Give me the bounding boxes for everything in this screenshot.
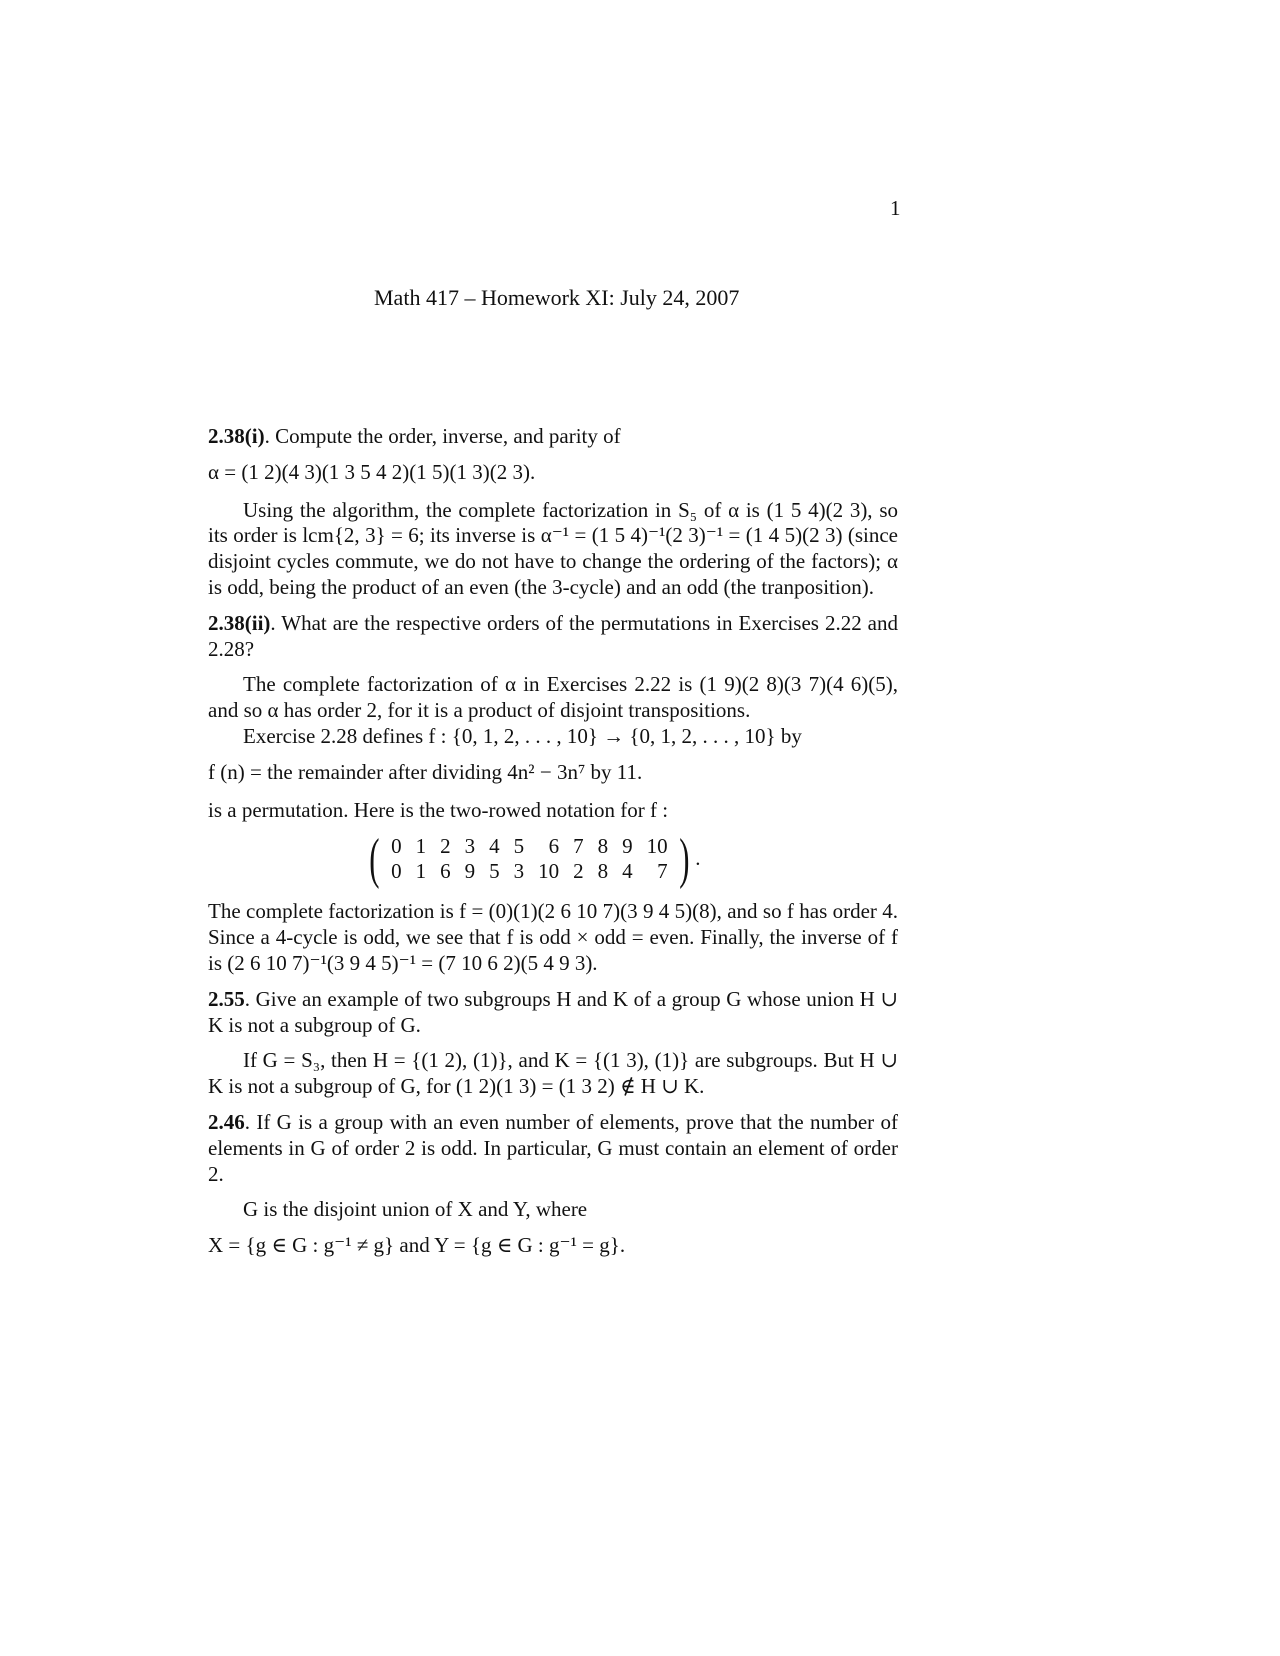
document-body — [208, 424, 898, 1271]
answer-2-38-ii-paragraph-1: The complete factorization of α in Exercises 2.22 is (1 9)(2 8)(3 7)(4 6)(5), and so α has order 2, for it is a product of disjoint transpositions. — [208, 672, 898, 723]
permutation-matrix — [384, 834, 675, 884]
answer-2-38-ii-paragraph-3: is a permutation. Here is the two-rowed notation for f : — [208, 797, 669, 822]
answer-2-46: G is the disjoint union of X and Y, where — [243, 1197, 588, 1222]
problem-question: . Give an example of two subgroups H and K of a group G whose union H ∪ K is not a subgroup of G. — [208, 986, 898, 1037]
document-title: Math 417 – Homework XI: July 24, 2007 — [374, 285, 740, 310]
problem-number: 2.46 — [208, 1109, 245, 1134]
answer-2-38-ii-paragraph-2: Exercise 2.28 defines f : {0, 1, 2, . . . , 10} → {0, 1, 2, . . . , 10} by — [243, 723, 802, 748]
problem-2-38-i — [208, 424, 898, 450]
matrix-period: . — [695, 846, 701, 871]
matrix-cell: 8 — [597, 859, 609, 884]
matrix-cell: 0 — [391, 859, 402, 884]
left-paren: ( — [369, 828, 380, 891]
matrix-cell: 1 — [415, 834, 427, 859]
problem-part: (i) — [244, 424, 265, 448]
matrix-cell: 1 — [415, 859, 427, 884]
matrix-cell: 10 — [538, 859, 560, 884]
matrix-cell: 8 — [597, 834, 609, 859]
matrix-cell: 7 — [573, 834, 584, 859]
problem-number: 2.38 — [208, 424, 245, 448]
two-row-notation — [208, 828, 898, 891]
problem-2-38-ii — [208, 611, 898, 663]
display-equation-xy: X = {g ∈ G : g⁻¹ ≠ g} and Y = {g ∈ G : g⁻¹ = g}. — [208, 1233, 626, 1258]
matrix-cell: 9 — [464, 859, 476, 884]
matrix-cell: 5 — [489, 859, 500, 884]
display-equation-f: f (n) = the remainder after dividing 4n² − 3n⁷ by 11. — [208, 759, 643, 784]
matrix-cell: 10 — [646, 834, 668, 859]
matrix-cell: 7 — [657, 859, 668, 884]
matrix-cell: 4 — [489, 834, 500, 859]
matrix-cell: 3 — [513, 859, 525, 884]
matrix-cell: 4 — [622, 859, 633, 884]
problem-2-46 — [208, 1110, 898, 1187]
matrix-bottom-row — [384, 859, 675, 884]
matrix-cell: 2 — [440, 834, 451, 859]
problem-question: . Compute the order, inverse, and parity of — [264, 424, 621, 448]
matrix-cell: 6 — [548, 834, 560, 859]
answer-2-38-i: Using the algorithm, the complete factorization in S₅ of α is (1 5 4)(2 3), so its order is lcm{2, 3} = 6; its inverse is α⁻¹ = (1 5 4)⁻¹(2 3)⁻¹ = (1 4 5)(2 3) (since disjoint cycles commute, we do not have to change the ordering of the factors); α is odd, being the product of an even (the 3-cycle) and an odd (the tranposition). — [208, 497, 898, 599]
matrix-cell: 0 — [391, 834, 402, 859]
problem-question: . What are the respective orders of the permutations in Exercises 2.22 and 2.28? — [208, 610, 898, 661]
problem-number: 2.55 — [208, 986, 245, 1011]
problem-2-55 — [208, 987, 898, 1039]
answer-2-38-ii-paragraph-4: The complete factorization is f = (0)(1)(2 6 10 7)(3 9 4 5)(8), and so f has order 4. Since a 4-cycle is odd, we see that f is odd × odd = even. Finally, the inverse of f is (2 6 10 7)⁻¹(3 9 4 5)⁻¹ = (7 10 6 2)(5 4 9 3). — [208, 899, 898, 975]
problem-question: . If G is a group with an even number of elements, prove that the number of elements in G of order 2 is odd. In particular, G must contain an element of order 2. — [208, 1109, 898, 1186]
matrix-cell: 9 — [622, 834, 633, 859]
display-equation-alpha: α = (1 2)(4 3)(1 3 5 4 2)(1 5)(1 3)(2 3). — [208, 459, 536, 484]
matrix-top-row — [384, 834, 675, 859]
problem-number: 2.38 — [208, 610, 245, 635]
problem-part: (ii) — [244, 610, 271, 635]
matrix-cell: 2 — [573, 859, 584, 884]
matrix-cell: 5 — [513, 834, 525, 859]
answer-2-55: If G = S₃, then H = {(1 2), (1)}, and K = {(1 3), (1)} are subgroups. But H ∪ K is not a subgroup of G, for (1 2)(1 3) = (1 3 2) ∉ H ∪ K. — [208, 1048, 898, 1099]
matrix-cell: 3 — [464, 834, 476, 859]
page-number: 1 — [890, 196, 901, 220]
right-paren: ) — [678, 828, 690, 891]
matrix-cell: 6 — [440, 859, 451, 884]
